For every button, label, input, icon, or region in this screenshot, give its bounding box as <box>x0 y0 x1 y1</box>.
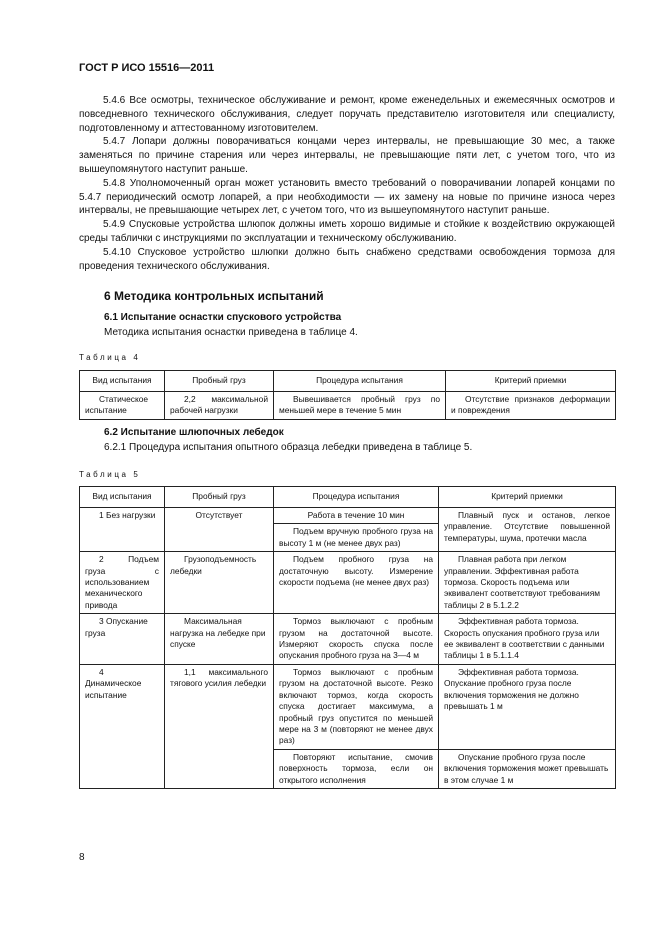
table-header-cell: Процедура испытания <box>274 371 446 392</box>
table-cell: Статическое испытание <box>80 392 165 420</box>
table-cell: Подъем пробного груза на достаточную высоту. Измерение скорости подъема (не менее двух раз) <box>274 552 439 614</box>
table-cell: 3 Опускание груза <box>80 614 165 665</box>
table-cell: Работа в течение 10 мин <box>274 508 439 524</box>
table-header-cell: Процедура испытания <box>274 487 439 508</box>
table-cell: 2 Подъем груза с использованием механического привода <box>80 552 165 614</box>
paragraph-5-4-7: 5.4.7 Лопари должны поворачиваться концами через интервалы, не превышающие 30 мес, а также заменяться по причине старения или через интервалы, не превышающие пяти лет, с учетом того, что из вышеупомянутого наступит раньше. <box>79 136 615 175</box>
section-6-2-heading: 6.2 Испытание шлюпочных лебедок <box>104 427 284 438</box>
document-header: ГОСТ Р ИСО 15516—2011 <box>79 62 215 74</box>
table-cell: Подъем вручную пробного груза на высоту 1 м (не менее двух раз) <box>274 524 439 552</box>
paragraph-5-4-6: 5.4.6 Все осмотры, техническое обслуживание и ремонт, кроме еженедельных и ежемесячных осмотров и повседневного технического обслуживания, следует поручать представителю изготовителя или специалисту, подготовленному и аттестованному изготовителем. <box>79 95 615 134</box>
section-6-1-heading: 6.1 Испытание оснастки спускового устройства <box>104 312 342 323</box>
section-6-2-1-text: 6.2.1 Процедура испытания опытного образца лебедки приведена в таблице 5. <box>104 442 473 453</box>
paragraph-5-4-9: 5.4.9 Спусковые устройства шлюпок должны иметь хорошо видимые и стойкие к воздействию окружающей среды таблички с инструкциями по эксплуатации и техническому обслуживанию. <box>79 219 615 244</box>
table-header-cell: Критерий приемки <box>446 371 616 392</box>
table-4-caption: Таблица 4 <box>79 353 141 362</box>
page-number: 8 <box>79 852 85 863</box>
table-row <box>80 552 616 614</box>
table-cell: Опускание пробного груза после включения торможения может превышать в этом случае 1 м <box>439 749 616 788</box>
table-header-cell: Критерий приемки <box>439 487 616 508</box>
table-cell: 2,2 максимальной рабочей нагрузки <box>165 392 274 420</box>
table-header-cell: Пробный груз <box>165 371 274 392</box>
table-cell: Вывешивается пробный груз по меньшей мере в течение 5 мин <box>274 392 446 420</box>
paragraph-5-4-8: 5.4.8 Уполномоченный орган может установить вместо требований о поворачивании лопарей концами по 5.4.7 периодический осмотр лопарей, а при необходимости — их замену на новые по причине износа через интервалы, не превышающие четырех лет, с учетом того, что из вышеупомянутого наступит раньше. <box>79 177 615 217</box>
table-row <box>80 614 616 665</box>
table-row <box>80 508 616 524</box>
table-cell: Плавный пуск и останов, легкое управление. Отсутствие повышенной температуры, шума, протечки масла <box>439 508 616 552</box>
table-5 <box>79 486 616 789</box>
table-cell: Тормоз выключают с пробным грузом на достаточной высоте. Резко включают тормоз, когда скорость спуска достигает максимума, а пробный груз опустится по меньшей мере на 3 м (повторяют не менее двух раз) <box>274 664 439 749</box>
table-row <box>80 664 616 749</box>
table-cell: Повторяют испытание, смочив поверхность тормоза, если он открытого исполнения <box>274 749 439 788</box>
table-cell: 4 Динамическое испытание <box>80 664 165 788</box>
table-cell: Плавная работа при легком управлении. Эффективная работа тормоза. Скорость подъема или эквивалент соответствуют требованиям таблицы 2 в 5.1.2.2 <box>439 552 616 614</box>
table-cell: Грузоподъемность лебедки <box>165 552 274 614</box>
table-5-caption: Таблица 5 <box>79 470 141 479</box>
table-header-cell: Вид испытания <box>80 487 165 508</box>
clause-5-4-text <box>79 94 615 273</box>
table-header-row <box>80 371 616 392</box>
table-cell: Тормоз выключают с пробным грузом на достаточной высоте. Измеряют скорость спуска после опускания пробного груза на 3—4 м <box>274 614 439 665</box>
table-header-row <box>80 487 616 508</box>
table-row <box>80 392 616 420</box>
table-cell: 1,1 максимального тягового усилия лебедки <box>165 664 274 788</box>
table-4 <box>79 370 616 420</box>
table-cell: Эффективная работа тормоза. Опускание пробного груза после включения торможения не должно превышать 1 м <box>439 664 616 749</box>
section-6-1-text: Методика испытания оснастки приведена в таблице 4. <box>104 327 358 338</box>
table-header-cell: Вид испытания <box>80 371 165 392</box>
section-6-heading: 6 Методика контрольных испытаний <box>104 289 324 303</box>
table-cell: Эффективная работа тормоза. Скорость опускания пробного груза или ее эквивалент в соответствии с данными таблицы 1 в 5.1.1.4 <box>439 614 616 665</box>
table-cell: Отсутствует <box>165 508 274 552</box>
table-cell: Максимальная нагрузка на лебедке при спуске <box>165 614 274 665</box>
table-header-cell: Пробный груз <box>165 487 274 508</box>
paragraph-5-4-10: 5.4.10 Спусковое устройство шлюпки должно быть снабжено средствами освобождения тормоза для проведения технического обслуживания. <box>79 246 615 272</box>
table-cell: Отсутствие признаков деформации и повреждения <box>446 392 616 420</box>
table-cell: 1 Без нагрузки <box>80 508 165 552</box>
